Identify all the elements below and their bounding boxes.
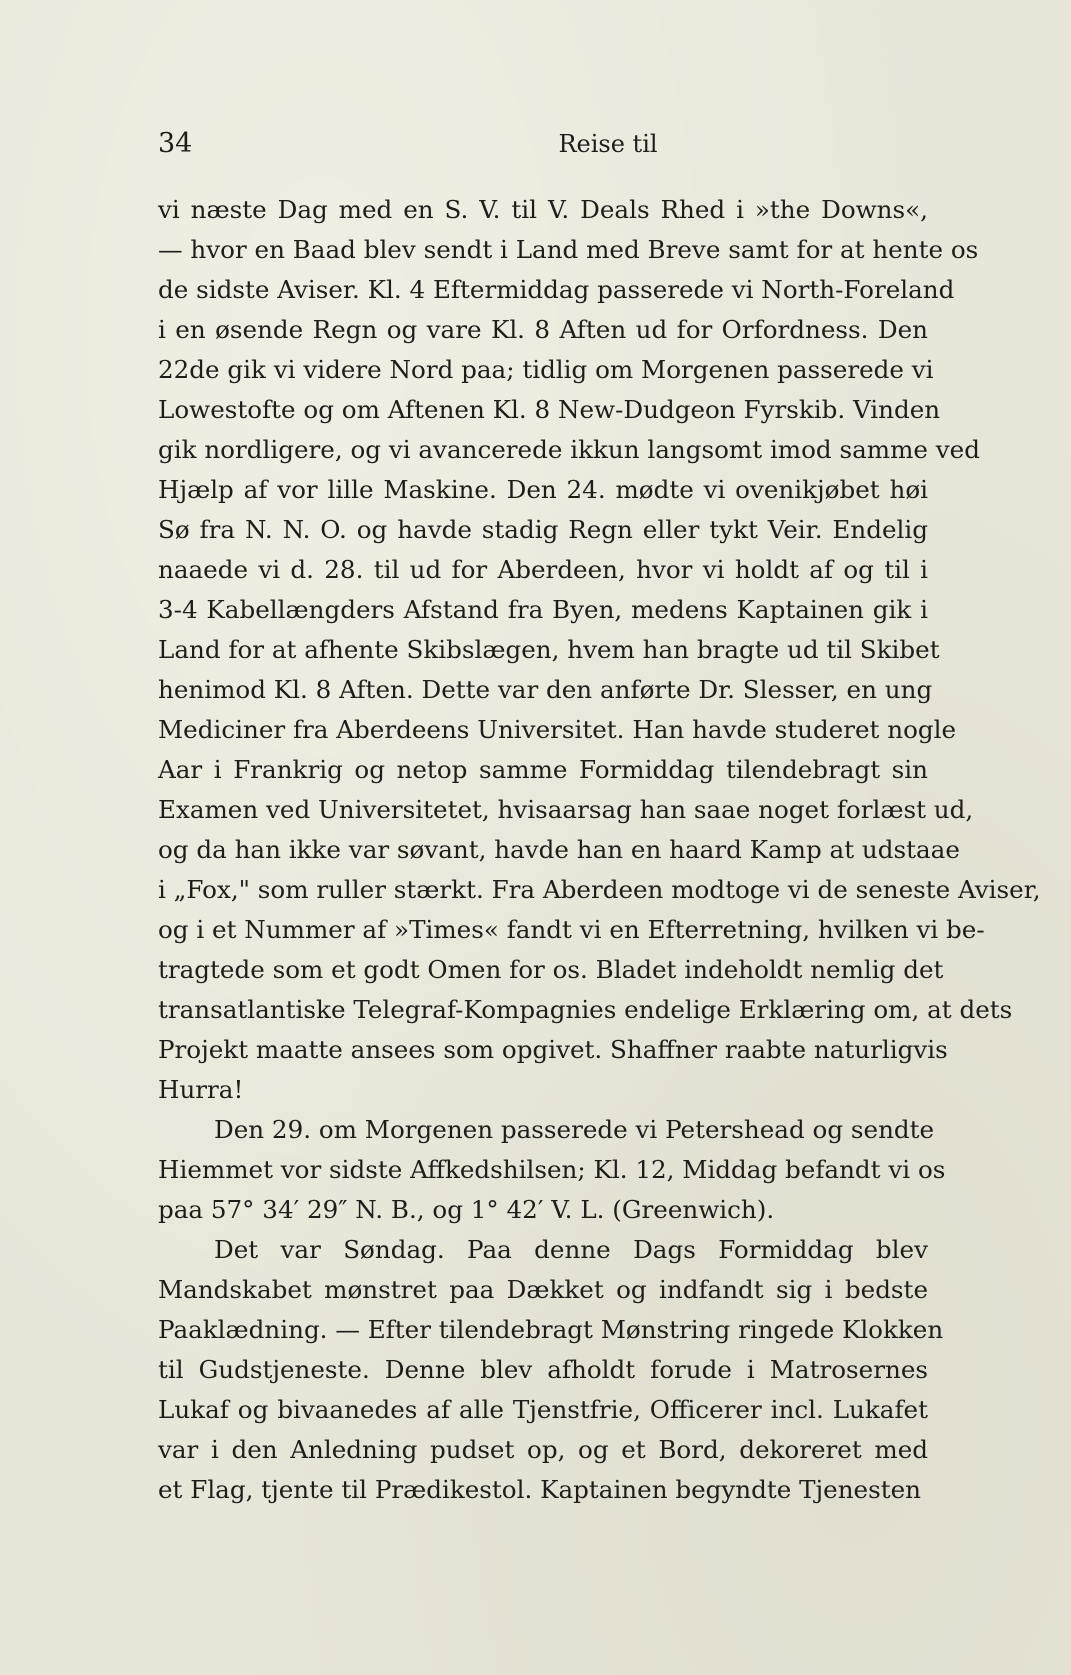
text-line: til Gudstjeneste. Denne blev afholdt forude i Matrosernes [158, 1355, 928, 1384]
text-line: Land for at afhente Skibslægen, hvem han bragte ud til Skibet [158, 635, 940, 664]
text-line: Hjælp af vor lille Maskine. Den 24. mødte vi ovenikjøbet høi [158, 475, 928, 504]
page-body [158, 190, 1041, 1510]
text-line: Hiemmet vor sidste Affkedshilsen; Kl. 12, Middag befandt vi os [158, 1155, 946, 1184]
text-line: paa 57° 34′ 29″ N. B., og 1° 42′ V. L. (Greenwich). [158, 1195, 775, 1224]
text-line: Lowestofte og om Aftenen Kl. 8 New-Dudgeon Fyrskib. Vinden [158, 395, 941, 424]
page-header [158, 128, 928, 168]
paragraph-1 [158, 190, 1041, 1110]
text-line: 22de gik vi videre Nord paa; tidlig om Morgenen passerede vi [158, 355, 934, 384]
text-line: Paaklædning. — Efter tilendebragt Mønstring ringede Klokken [158, 1315, 944, 1344]
text-line: naaede vi d. 28. til ud for Aberdeen, hvor vi holdt af og til i [158, 555, 928, 584]
text-line: gik nordligere, og vi avancerede ikkun langsomt imod samme ved [158, 435, 980, 464]
text-line: Hurra! [158, 1075, 244, 1104]
text-line: og i et Nummer af »Times« fandt vi en Efterretning, hvilken vi be- [158, 915, 985, 944]
paragraph-3 [158, 1230, 944, 1510]
paragraph-2 [158, 1110, 946, 1230]
text-line: Aar i Frankrig og netop samme Formiddag tilendebragt sin [158, 755, 928, 784]
text-line: Mediciner fra Aberdeens Universitet. Han havde studeret nogle [158, 715, 957, 744]
text-line: vi næste Dag med en S. V. til V. Deals Rhed i »the Downs«, [158, 195, 928, 224]
text-line: 3-4 Kabellængders Afstand fra Byen, medens Kaptainen gik i [158, 595, 928, 624]
page-number: 34 [158, 128, 193, 159]
text-line: og da han ikke var søvant, havde han en haard Kamp at udstaae [158, 835, 960, 864]
text-line: transatlantiske Telegraf-Kompagnies endelige Erklæring om, at dets [158, 995, 1013, 1024]
text-line: Examen ved Universitetet, hvisaarsag han saae noget forlæst ud, [158, 795, 974, 824]
text-line: Den 29. om Morgenen passerede vi Petershead og sendte [214, 1115, 935, 1144]
running-head: Reise til [558, 130, 658, 158]
text-line: var i den Anledning pudset op, og et Bord, dekoreret med [158, 1435, 928, 1464]
text-line: tragtede som et godt Omen for os. Bladet indeholdt nemlig det [158, 955, 944, 984]
text-line: de sidste Aviser. Kl. 4 Eftermiddag passerede vi North-Foreland [158, 275, 955, 304]
text-line: henimod Kl. 8 Aften. Dette var den anførte Dr. Slesser, en ung [158, 675, 933, 704]
text-line: Sø fra N. N. O. og havde stadig Regn eller tykt Veir. Endelig [158, 515, 928, 544]
text-line: i en øsende Regn og vare Kl. 8 Aften ud for Orfordness. Den [158, 315, 928, 344]
text-line: Lukaf og bivaanedes af alle Tjenstfrie, Officerer incl. Lukafet [158, 1395, 928, 1424]
text-line: Projekt maatte ansees som opgivet. Shaffner raabte naturligvis [158, 1035, 948, 1064]
text-line: i „Fox," som ruller stærkt. Fra Aberdeen modtoge vi de seneste Aviser, [158, 875, 1041, 904]
text-line: Mandskabet mønstret paa Dækket og indfandt sig i bedste [158, 1275, 928, 1304]
text-line: Det var Søndag. Paa denne Dags Formiddag blev [214, 1235, 928, 1264]
text-line: — hvor en Baad blev sendt i Land med Breve samt for at hente os [158, 235, 979, 264]
text-line: et Flag, tjente til Prædikestol. Kaptainen begyndte Tjenesten [158, 1475, 922, 1504]
